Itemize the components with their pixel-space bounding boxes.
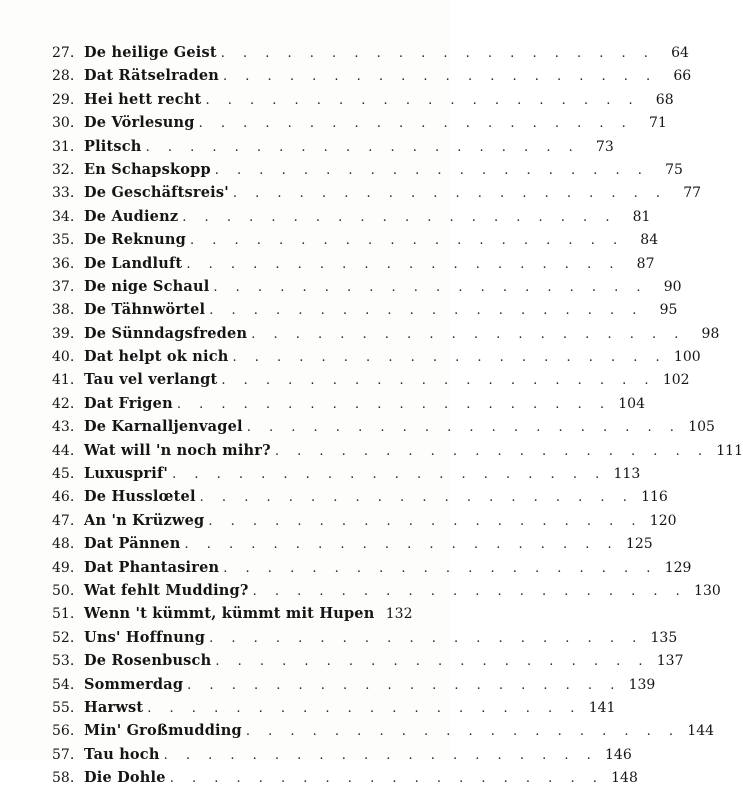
dot-leader: . . . . . . . . . . . . . . . . . . . . xyxy=(232,186,668,202)
entry-number: 27. xyxy=(52,45,75,61)
toc-entry xyxy=(52,41,689,64)
entry-page-number: 66 xyxy=(673,68,692,85)
entry-page-number: 100 xyxy=(673,349,701,366)
entry-number: 32. xyxy=(52,161,75,178)
entry-number: 53. xyxy=(52,653,75,670)
dot-leader: . . . . . . . . . . . . . . . . . . . . xyxy=(205,92,640,108)
entry-number: 33. xyxy=(52,185,75,202)
entry-page-number: 141 xyxy=(588,699,616,716)
entry-page-number: 81 xyxy=(632,208,651,225)
toc-entry xyxy=(52,696,616,719)
entry-number: 56. xyxy=(52,723,75,740)
entry-page-number: 87 xyxy=(636,255,655,272)
entry-title: Wenn 't kümmt, kümmt mit Hupen xyxy=(84,605,375,623)
dot-leader: . . . . . . . . . . . . . . . . . . . . xyxy=(182,209,617,225)
toc-entry xyxy=(52,579,721,602)
toc-entry xyxy=(52,626,678,649)
dot-leader: . . . . . . . . . . . . . . . . . . . . xyxy=(145,139,580,155)
entry-number: 51. xyxy=(52,606,75,623)
dot-leader: . . . . . . . . . . . . . . . . . . . . xyxy=(147,700,582,716)
entry-number: 46. xyxy=(52,489,75,506)
entry-title: Dat Frigen xyxy=(84,394,173,412)
toc-entry xyxy=(52,298,678,321)
dot-leader: . . . . . . . . . . . . . . . . . . . . xyxy=(189,233,625,249)
toc-entry xyxy=(52,181,702,204)
dot-leader: . . . . . . . . . . . . . . . . . . . . xyxy=(245,724,681,740)
entry-page-number: 77 xyxy=(683,185,702,202)
entry-number: 58. xyxy=(52,770,75,787)
dot-leader: . . . . . . . . . . . . . . . . . . . . xyxy=(232,350,667,366)
toc-entry xyxy=(52,602,413,625)
entry-number: 54. xyxy=(52,676,75,693)
dot-leader: . . . . . . . . . . . . . . . . . . . . xyxy=(223,560,658,576)
toc-entry xyxy=(52,485,668,508)
dot-leader: . . . . . . . . . . . . . . . . . . . . xyxy=(186,256,621,272)
toc-entry xyxy=(52,368,690,391)
entry-title: Uns' Hoffnung xyxy=(84,628,206,646)
entry-page-number: 73 xyxy=(595,138,614,155)
dot-leader: . . . . . . . . . . . . . . . . . . . . xyxy=(209,303,644,319)
entry-title: Wat fehlt Mudding? xyxy=(84,581,249,599)
entry-number: 49. xyxy=(52,559,75,576)
toc-entry xyxy=(52,345,701,368)
toc-entry xyxy=(52,766,638,789)
entry-number: 44. xyxy=(52,442,75,459)
entry-page-number: 129 xyxy=(664,559,692,576)
toc-entry xyxy=(52,439,743,462)
entry-number: 35. xyxy=(52,232,75,249)
entry-number: 55. xyxy=(52,699,75,716)
entry-page-number: 116 xyxy=(641,489,668,506)
dot-leader: . . . . . . . . . . . . . . . . . . . . xyxy=(221,373,656,389)
entry-page-number: 95 xyxy=(659,302,678,319)
dot-leader: . . . . . . . . . . . . . . . . . . . . xyxy=(169,771,604,787)
entry-number: 28. xyxy=(52,68,75,85)
dot-leader: . . . . . . . . . . . . . . . . . . . . xyxy=(208,513,643,529)
entry-page-number: 75 xyxy=(665,161,683,178)
entry-title: De Reknung xyxy=(84,231,186,249)
entry-title: An 'n Krüzweg xyxy=(84,511,205,529)
dot-leader: . . . . . . . . . . . . . . . . . . . . xyxy=(223,69,658,85)
dot-leader: . . . . . . . . . . . . . . . . . . . . xyxy=(184,537,619,553)
dot-leader: . . . . . . . . . . . . . . . . . . . . xyxy=(252,583,687,599)
dot-leader: . . . . . . . . . . . . . . . . . . . . xyxy=(209,630,644,646)
entry-page-number: 148 xyxy=(611,770,638,787)
entry-title: Dat Phantasiren xyxy=(84,558,220,576)
entry-title: Dat Rätselraden xyxy=(84,67,220,85)
dot-leader: . . . . . . . . . . . . . . . . . . . . xyxy=(176,396,611,412)
entry-title: De Tähnwörtel xyxy=(84,301,206,319)
entry-number: 37. xyxy=(52,278,75,295)
entry-title: En Schapskopp xyxy=(84,160,211,178)
dot-leader: . . . . . . . . . . . . . . . . . . . . xyxy=(198,116,633,132)
dot-leader: . . . . . . . . . . . . . . . . . . . . xyxy=(199,490,634,506)
entry-title: Plitsch xyxy=(84,137,142,155)
entry-title: Tau vel verlangt xyxy=(84,371,218,389)
entry-page-number: 84 xyxy=(640,232,659,249)
entry-page-number: 104 xyxy=(618,395,645,412)
toc-entry xyxy=(52,743,632,766)
entry-title: De Geschäftsreis' xyxy=(84,184,229,202)
dot-leader: . . . . . . . . . . . . . . . . . . . . xyxy=(214,162,649,178)
dot-leader: . . . . . . . . . . . . . . . . . . . . xyxy=(215,654,650,670)
toc-entry xyxy=(52,252,655,275)
entry-number: 57. xyxy=(52,746,75,763)
toc-entry xyxy=(52,88,674,111)
entry-number: 30. xyxy=(52,115,75,132)
dot-leader: . . . . . . . . . . . . . . . . . . . . xyxy=(213,279,648,295)
entry-title: Wat will 'n noch mihr? xyxy=(84,441,271,459)
entry-number: 41. xyxy=(52,372,75,389)
entry-page-number: 125 xyxy=(625,536,653,553)
entry-page-number: 130 xyxy=(694,582,721,599)
entry-title: Die Dohle xyxy=(84,769,166,787)
entry-number: 47. xyxy=(52,512,75,529)
entry-number: 48. xyxy=(52,536,75,553)
entry-page-number: 71 xyxy=(648,115,667,132)
entry-number: 42. xyxy=(52,395,75,412)
dot-leader: . . . . . . . . . . . . . . . . . . . . xyxy=(187,677,622,693)
entry-title: De Landluft xyxy=(84,254,183,272)
entry-title: De Sünndagsfreden xyxy=(84,324,248,342)
dot-leader: . . . . . . . . . . . . . . . . . . . . xyxy=(274,443,709,459)
entry-page-number: 64 xyxy=(671,45,689,61)
entry-title: De Vörlesung xyxy=(84,114,195,132)
entry-page-number: 146 xyxy=(605,746,632,763)
entry-number: 34. xyxy=(52,208,75,225)
toc-entry xyxy=(52,322,720,345)
entry-page-number: 111 xyxy=(716,442,743,459)
table-of-contents xyxy=(52,41,743,790)
entry-number: 50. xyxy=(52,582,75,599)
toc-entry xyxy=(52,205,651,228)
entry-number: 43. xyxy=(52,419,75,436)
entry-page-number: 113 xyxy=(613,466,641,483)
entry-title: Min' Großmudding xyxy=(84,722,242,740)
entry-page-number: 137 xyxy=(656,653,684,670)
entry-page-number: 132 xyxy=(385,606,413,623)
entry-title: Harwst xyxy=(84,698,144,716)
entry-page-number: 144 xyxy=(687,723,715,740)
entry-title: Luxusprif' xyxy=(84,465,169,483)
entry-title: De Rosenbusch xyxy=(84,652,212,670)
toc-entry xyxy=(52,64,692,87)
entry-page-number: 98 xyxy=(701,325,720,342)
entry-title: Dat Pännen xyxy=(84,535,181,553)
entry-title: De Audienz xyxy=(84,207,179,225)
entry-number: 40. xyxy=(52,349,75,366)
toc-entry xyxy=(52,509,677,532)
toc-entry xyxy=(52,228,659,251)
toc-entry xyxy=(52,135,614,158)
toc-entry xyxy=(52,556,692,579)
entry-title: De nige Schaul xyxy=(84,277,210,295)
toc-entry xyxy=(52,719,715,742)
entry-page-number: 102 xyxy=(662,372,690,389)
dot-leader: . . . . . . . . . . . . . . . . . . . . xyxy=(251,326,686,342)
entry-title: Sommerdag xyxy=(84,675,184,693)
entry-number: 45. xyxy=(52,466,75,483)
entry-number: 52. xyxy=(52,629,75,646)
entry-title: Dat helpt ok nich xyxy=(84,348,229,366)
entry-title: Hei hett recht xyxy=(84,90,202,108)
entry-page-number: 90 xyxy=(663,278,682,295)
entry-number: 36. xyxy=(52,255,75,272)
toc-entry xyxy=(52,649,684,672)
toc-entry xyxy=(52,532,653,555)
entry-number: 31. xyxy=(52,138,75,155)
toc-entry xyxy=(52,158,683,181)
entry-title: Tau hoch xyxy=(84,745,160,763)
entry-title: De Husslœtel xyxy=(84,488,196,506)
entry-title: De heilige Geist xyxy=(84,44,217,61)
toc-entry xyxy=(52,462,641,485)
dot-leader: . . . . . . . . . . . . . . . . . . . . xyxy=(246,420,681,436)
entry-title: De Karnalljenvagel xyxy=(84,418,243,436)
toc-entry xyxy=(52,275,682,298)
entry-number: 38. xyxy=(52,302,75,319)
dot-leader: . . . . . . . . . . . . . . . . . . . . xyxy=(163,747,598,763)
toc-entry xyxy=(52,111,667,134)
toc-entry xyxy=(52,415,715,438)
entry-page-number: 120 xyxy=(649,512,677,529)
entry-page-number: 105 xyxy=(688,419,715,436)
dot-leader: . . . . . . . . . . . . . . . . . . . . xyxy=(220,46,655,61)
entry-page-number: 139 xyxy=(628,676,656,693)
toc-entry xyxy=(52,673,656,696)
entry-number: 39. xyxy=(52,325,75,342)
entry-page-number: 68 xyxy=(655,91,674,108)
entry-page-number: 135 xyxy=(650,629,678,646)
toc-entry xyxy=(52,392,645,415)
dot-leader: . . . . . . . . . . . . . . . . . . . . xyxy=(172,467,607,483)
entry-number: 29. xyxy=(52,91,75,108)
